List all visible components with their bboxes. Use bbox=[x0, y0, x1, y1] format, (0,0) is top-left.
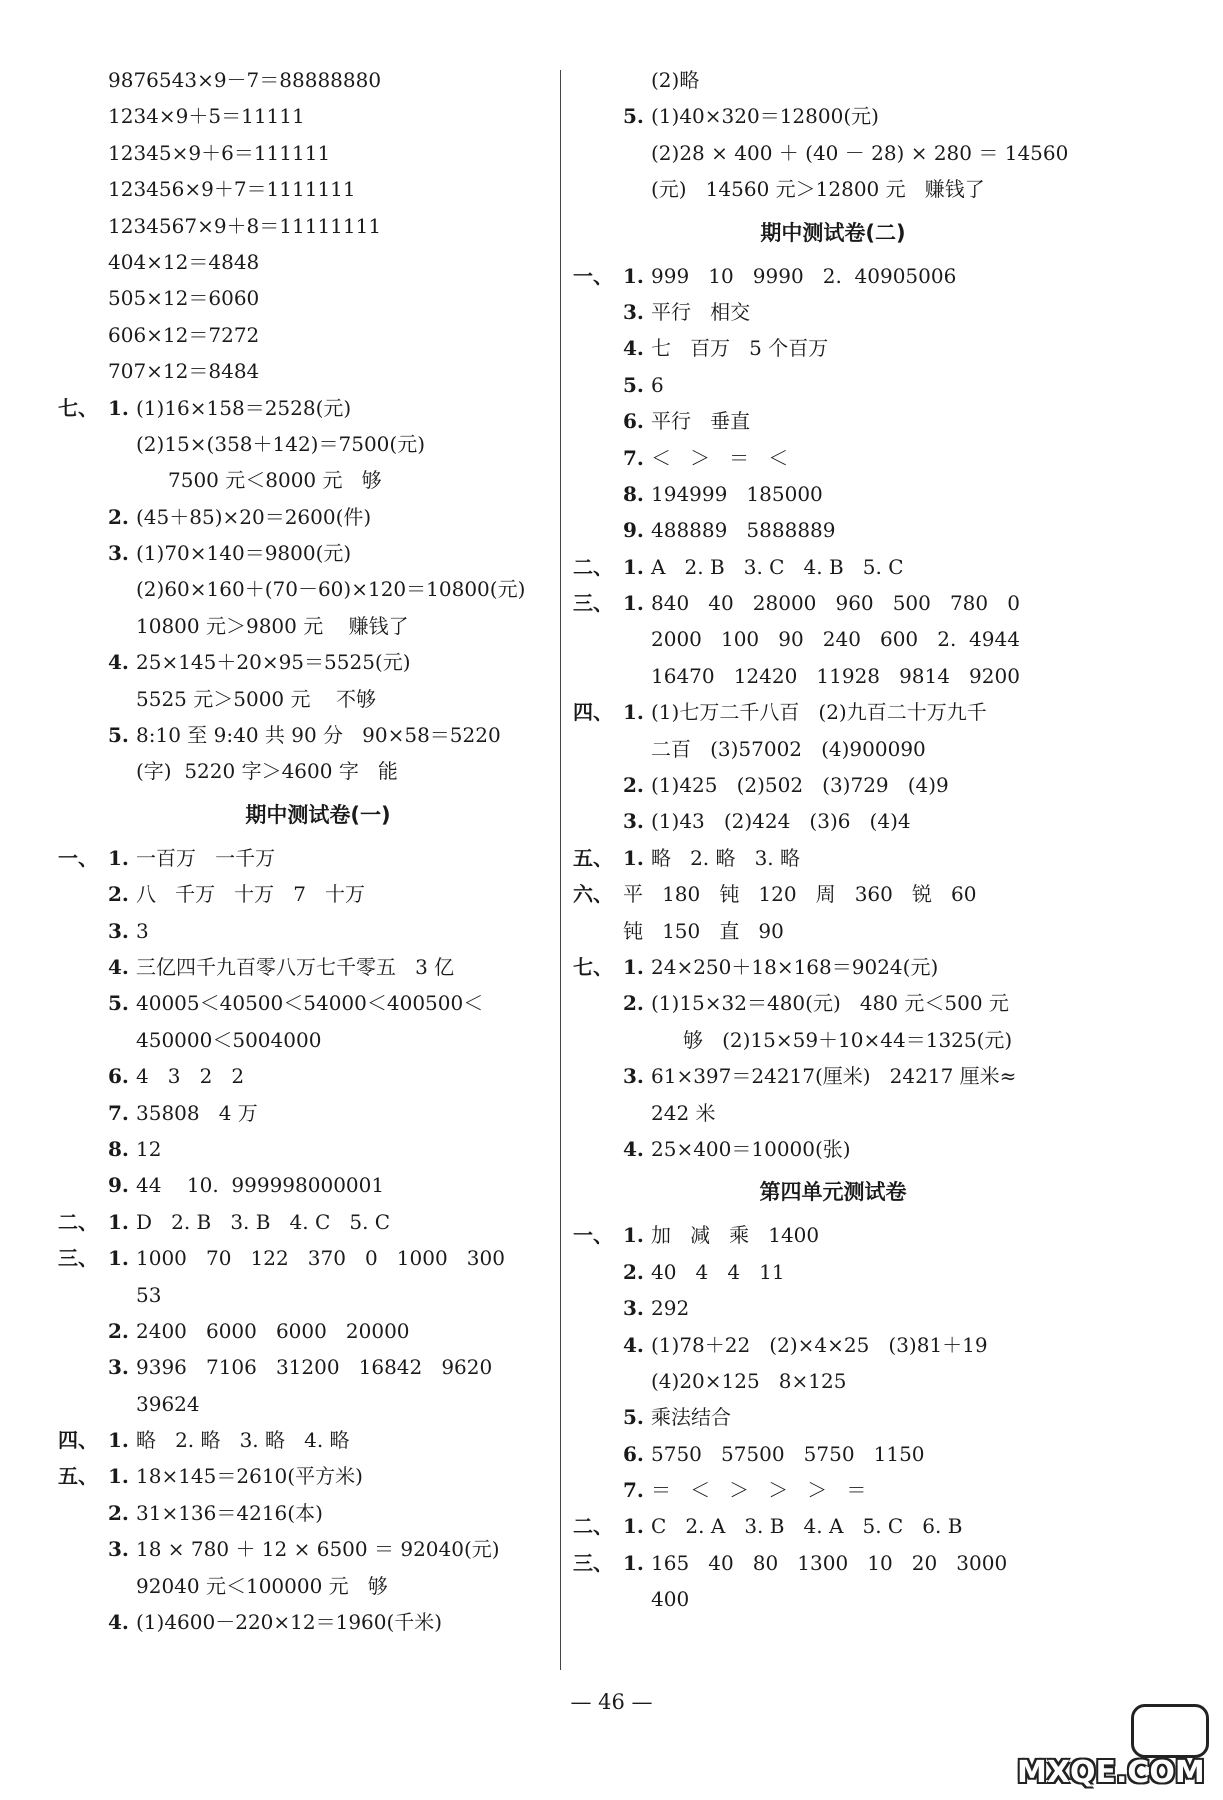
answer-text: 6 bbox=[651, 372, 664, 397]
answer-line bbox=[58, 1313, 578, 1349]
right-column bbox=[573, 62, 1093, 1618]
question-number: 1. bbox=[623, 591, 644, 616]
question-number: 8. bbox=[108, 1136, 129, 1161]
section-label: 七、 bbox=[573, 954, 613, 979]
answer-text: 18 × 780 ＋ 12 × 6500 ＝ 92040(元) bbox=[136, 1537, 500, 1562]
section-label: 七、 bbox=[58, 395, 98, 420]
question-number: 1. bbox=[108, 1246, 129, 1271]
answer-text: 乘法结合 bbox=[651, 1405, 731, 1430]
answer-text: 24×250＋18×168＝9024(元) bbox=[651, 954, 939, 979]
answer-text: 606×12＝7272 bbox=[108, 322, 260, 347]
answer-text: ＜ ＞ ＝ ＜ bbox=[651, 445, 789, 470]
answer-line bbox=[58, 171, 578, 207]
answer-text: 10800 元＞9800 元 赚钱了 bbox=[136, 613, 409, 638]
answer-text: (4)20×125 8×125 bbox=[651, 1368, 847, 1393]
answer-line bbox=[58, 353, 578, 389]
question-number: 3. bbox=[108, 541, 129, 566]
answer-text: 2000 100 90 240 600 2. 4944 bbox=[651, 627, 1020, 652]
answer-text: 450000＜5004000 bbox=[136, 1027, 322, 1052]
section-label: 四、 bbox=[58, 1428, 98, 1453]
question-number: 4. bbox=[108, 1610, 129, 1635]
section-label: 一、 bbox=[573, 1223, 613, 1248]
question-number: 1. bbox=[108, 845, 129, 870]
answer-text: (元) 14560 元＞12800 元 赚钱了 bbox=[651, 177, 985, 202]
answer-text: C 2. A 3. B 4. A 5. C 6. B bbox=[651, 1514, 963, 1539]
question-number: 7. bbox=[623, 1478, 644, 1503]
section-label: 二、 bbox=[58, 1209, 98, 1234]
answer-text: 92040 元＜100000 元 够 bbox=[136, 1573, 388, 1598]
answer-line bbox=[573, 1581, 1093, 1617]
page-number: — 46 — bbox=[570, 1690, 653, 1714]
answer-line bbox=[573, 135, 1093, 171]
answer-text: 8:10 至 9:40 共 90 分 90×58＝5220 bbox=[136, 723, 501, 748]
answer-text: (2)60×160＋(70－60)×120＝10800(元) bbox=[136, 577, 526, 602]
question-number: 7. bbox=[623, 445, 644, 470]
answer-line bbox=[573, 171, 1093, 207]
answer-line bbox=[58, 1604, 578, 1640]
answer-text: 平行 相交 bbox=[651, 299, 751, 324]
answer-text: (2)28 × 400 ＋ (40 － 28) × 280 ＝ 14560 bbox=[651, 140, 1069, 165]
answer-text: 钝 150 直 90 bbox=[623, 918, 784, 943]
answer-text: ＝ ＜ ＞ ＞ ＞ ＝ bbox=[651, 1478, 867, 1503]
answer-text: 9396 7106 31200 16842 9620 bbox=[136, 1355, 493, 1380]
answer-text: 165 40 80 1300 10 20 3000 bbox=[651, 1550, 1008, 1575]
answer-text: (1)43 (2)424 (3)6 (4)4 bbox=[651, 809, 911, 834]
answer-text: (45＋85)×20＝2600(件) bbox=[136, 504, 372, 529]
answer-text: 12345×9＋6＝111111 bbox=[108, 140, 331, 165]
answer-text: (1)425 (2)502 (3)729 (4)9 bbox=[651, 773, 949, 798]
answer-text: 二百 (3)57002 (4)900090 bbox=[651, 736, 926, 761]
question-number: 3. bbox=[108, 918, 129, 943]
question-number: 3. bbox=[108, 1355, 129, 1380]
question-number: 9. bbox=[623, 518, 644, 543]
answer-line bbox=[58, 98, 578, 134]
answer-line bbox=[573, 367, 1093, 403]
question-number: 3. bbox=[108, 1537, 129, 1562]
section-label: 四、 bbox=[573, 700, 613, 725]
answer-line bbox=[573, 1545, 1093, 1581]
answer-line bbox=[573, 62, 1093, 98]
answer-text: 242 米 bbox=[651, 1100, 716, 1125]
answer-line bbox=[58, 717, 578, 753]
answer-line bbox=[58, 571, 578, 607]
answer-line bbox=[573, 658, 1093, 694]
answer-line bbox=[58, 208, 578, 244]
question-number: 2. bbox=[623, 1259, 644, 1284]
section-label: 三、 bbox=[573, 1550, 613, 1575]
answer-line bbox=[58, 1531, 578, 1567]
answer-line bbox=[573, 585, 1093, 621]
answer-line bbox=[573, 1131, 1093, 1167]
answer-text: 840 40 28000 960 500 780 0 bbox=[651, 591, 1020, 616]
answer-text: 一百万 一千万 bbox=[136, 845, 276, 870]
section-label: 一、 bbox=[58, 845, 98, 870]
answer-line bbox=[58, 681, 578, 717]
section-label: 二、 bbox=[573, 1514, 613, 1539]
answer-text: 1000 70 122 370 0 1000 300 bbox=[136, 1246, 505, 1271]
question-number: 1. bbox=[108, 1428, 129, 1453]
question-number: 5. bbox=[108, 991, 129, 1016]
answer-text: D 2. B 3. B 4. C 5. C bbox=[136, 1209, 391, 1234]
left-column bbox=[58, 62, 578, 1640]
question-number: 2. bbox=[108, 1500, 129, 1525]
answer-line bbox=[58, 1131, 578, 1167]
answer-text: 999 10 9990 2. 40905006 bbox=[651, 263, 957, 288]
answer-text: 18×145＝2610(平方米) bbox=[136, 1464, 363, 1489]
question-number: 1. bbox=[623, 954, 644, 979]
question-number: 3. bbox=[623, 1064, 644, 1089]
answer-text: (1)4600－220×12＝1960(千米) bbox=[136, 1610, 443, 1635]
answer-line bbox=[58, 753, 578, 789]
answer-line bbox=[573, 1095, 1093, 1131]
answer-line bbox=[573, 1290, 1093, 1326]
section-heading: 期中测试卷(二) bbox=[760, 220, 906, 245]
answer-line bbox=[573, 840, 1093, 876]
answer-line bbox=[573, 403, 1093, 439]
question-number: 2. bbox=[623, 773, 644, 798]
answer-text: 35808 4 万 bbox=[136, 1100, 258, 1125]
answer-text: 40005＜40500＜54000＜400500＜ bbox=[136, 991, 484, 1016]
answer-text: 400 bbox=[651, 1587, 690, 1612]
answer-line bbox=[58, 1458, 578, 1494]
answer-line bbox=[58, 644, 578, 680]
answer-text: 61×397＝24217(厘米) 24217 厘米≈ bbox=[651, 1064, 1017, 1089]
answer-line bbox=[573, 1363, 1093, 1399]
answer-line bbox=[58, 535, 578, 571]
watermark-logo bbox=[1013, 1700, 1213, 1792]
answer-line bbox=[58, 1422, 578, 1458]
answer-text: 三亿四千九百零八万七千零五 3 亿 bbox=[136, 954, 455, 979]
answer-line bbox=[573, 549, 1093, 585]
answer-line bbox=[58, 1349, 578, 1385]
answer-text: 404×12＝4848 bbox=[108, 249, 260, 274]
answer-text: 25×145＋20×95＝5525(元) bbox=[136, 650, 411, 675]
question-number: 1. bbox=[623, 1550, 644, 1575]
answer-text: (1)78＋22 (2)×4×25 (3)81＋19 bbox=[651, 1332, 988, 1357]
answer-line bbox=[58, 840, 578, 876]
answer-text: 292 bbox=[651, 1296, 690, 1321]
answer-line bbox=[58, 913, 578, 949]
section-heading: 第四单元测试卷 bbox=[759, 1180, 907, 1205]
answer-line bbox=[58, 462, 578, 498]
question-number: 6. bbox=[623, 1441, 644, 1466]
answer-text: 123456×9＋7＝1111111 bbox=[108, 177, 356, 202]
answer-text: 12 bbox=[136, 1136, 162, 1161]
column-divider bbox=[560, 70, 561, 1670]
question-number: 3. bbox=[623, 299, 644, 324]
question-number: 1. bbox=[623, 1514, 644, 1539]
answer-text: 194999 185000 bbox=[651, 481, 823, 506]
answer-text: 505×12＝6060 bbox=[108, 286, 260, 311]
section-label: 五、 bbox=[58, 1464, 98, 1489]
answer-line bbox=[573, 1058, 1093, 1094]
answer-text: 够 (2)15×59＋10×44＝1325(元) bbox=[683, 1027, 1013, 1052]
answer-text: (1)70×140＝9800(元) bbox=[136, 541, 352, 566]
question-number: 2. bbox=[623, 991, 644, 1016]
question-number: 1. bbox=[623, 1223, 644, 1248]
answer-line bbox=[573, 258, 1093, 294]
question-number: 9. bbox=[108, 1173, 129, 1198]
question-number: 1. bbox=[623, 263, 644, 288]
answer-text: 1234567×9＋8＝11111111 bbox=[108, 213, 382, 238]
answer-line bbox=[573, 1254, 1093, 1290]
answer-line bbox=[58, 608, 578, 644]
answer-text: 平 180 钝 120 周 360 锐 60 bbox=[623, 882, 977, 907]
answer-line bbox=[573, 731, 1093, 767]
question-number: 1. bbox=[108, 395, 129, 420]
answer-text: 八 千万 十万 7 十万 bbox=[136, 882, 366, 907]
watermark-text: MXQE.COM bbox=[1017, 1755, 1205, 1790]
answer-text: (1)40×320＝12800(元) bbox=[651, 104, 879, 129]
answer-text: (1)七万二千八百 (2)九百二十万九千 bbox=[651, 700, 987, 725]
answer-line bbox=[573, 913, 1093, 949]
answer-line bbox=[58, 1022, 578, 1058]
answer-text: (2)略 bbox=[651, 68, 700, 92]
answer-text: 略 2. 略 3. 略 4. 略 bbox=[136, 1428, 350, 1453]
section-heading: 期中测试卷(一) bbox=[245, 802, 391, 827]
answer-text: 53 bbox=[136, 1282, 162, 1307]
answer-line bbox=[58, 876, 578, 912]
answer-line bbox=[573, 1022, 1093, 1058]
question-number: 2. bbox=[108, 504, 129, 529]
question-number: 2. bbox=[108, 1318, 129, 1343]
answer-line bbox=[58, 280, 578, 316]
section-label: 三、 bbox=[58, 1246, 98, 1271]
question-number: 5. bbox=[108, 723, 129, 748]
answer-text: 1234×9＋5＝11111 bbox=[108, 104, 305, 129]
watermark-badge-icon bbox=[1131, 1704, 1209, 1758]
answer-line bbox=[573, 803, 1093, 839]
answer-line bbox=[58, 1095, 578, 1131]
answer-line bbox=[58, 985, 578, 1021]
answer-line bbox=[573, 949, 1093, 985]
answer-text: (2)15×(358＋142)＝7500(元) bbox=[136, 431, 425, 456]
answer-line bbox=[573, 1472, 1093, 1508]
answer-line bbox=[573, 767, 1093, 803]
question-number: 1. bbox=[108, 1209, 129, 1234]
answer-line bbox=[573, 330, 1093, 366]
answer-line bbox=[58, 1167, 578, 1203]
answer-text: 平行 垂直 bbox=[651, 409, 751, 434]
answer-text: 7500 元＜8000 元 够 bbox=[168, 468, 382, 493]
question-number: 1. bbox=[623, 554, 644, 579]
answer-text: 七 百万 5 个百万 bbox=[651, 336, 829, 361]
answer-line bbox=[58, 426, 578, 462]
answer-line bbox=[58, 499, 578, 535]
question-number: 4. bbox=[108, 650, 129, 675]
answer-text: 40 4 4 11 bbox=[651, 1259, 785, 1284]
answer-text: 25×400＝10000(张) bbox=[651, 1136, 851, 1161]
answer-line bbox=[573, 1399, 1093, 1435]
answer-text: (1)15×32＝480(元) 480 元＜500 元 bbox=[651, 991, 1009, 1016]
section-label: 六、 bbox=[573, 882, 613, 907]
answer-line bbox=[573, 1217, 1093, 1253]
answer-line bbox=[573, 1508, 1093, 1544]
answer-text: A 2. B 3. C 4. B 5. C bbox=[651, 554, 904, 579]
question-number: 5. bbox=[623, 1405, 644, 1430]
answer-text: 39624 bbox=[136, 1391, 200, 1416]
question-number: 6. bbox=[623, 409, 644, 434]
answer-text: 16470 12420 11928 9814 9200 bbox=[651, 663, 1020, 688]
question-number: 3. bbox=[623, 809, 644, 834]
answer-text: 2400 6000 6000 20000 bbox=[136, 1318, 410, 1343]
answer-line bbox=[58, 949, 578, 985]
answer-line bbox=[58, 1240, 578, 1276]
question-number: 2. bbox=[108, 882, 129, 907]
answer-text: 9876543×9－7＝88888880 bbox=[108, 68, 382, 92]
question-number: 1. bbox=[623, 700, 644, 725]
question-number: 7. bbox=[108, 1100, 129, 1125]
answer-text: 略 2. 略 3. 略 bbox=[651, 845, 801, 870]
answer-line bbox=[58, 1277, 578, 1313]
answer-text: 3 bbox=[136, 918, 149, 943]
answer-line bbox=[573, 694, 1093, 730]
answer-text: 5525 元＞5000 元 不够 bbox=[136, 686, 376, 711]
answer-line bbox=[573, 512, 1093, 548]
question-number: 4. bbox=[623, 336, 644, 361]
answer-line bbox=[58, 62, 578, 98]
question-number: 4. bbox=[623, 1136, 644, 1161]
answer-line bbox=[573, 440, 1093, 476]
question-number: 6. bbox=[108, 1064, 129, 1089]
answer-text: 707×12＝8484 bbox=[108, 359, 260, 384]
answer-text: 44 10. 999998000001 bbox=[136, 1173, 385, 1198]
section-label: 三、 bbox=[573, 591, 613, 616]
question-number: 4. bbox=[623, 1332, 644, 1357]
answer-line bbox=[573, 1436, 1093, 1472]
answer-line bbox=[58, 1568, 578, 1604]
answer-text: 5750 57500 5750 1150 bbox=[651, 1441, 925, 1466]
answer-line bbox=[58, 1204, 578, 1240]
answer-text: 加 减 乘 1400 bbox=[651, 1223, 820, 1248]
question-number: 4. bbox=[108, 954, 129, 979]
answer-line bbox=[58, 135, 578, 171]
section-label: 一、 bbox=[573, 263, 613, 288]
question-number: 1. bbox=[623, 845, 644, 870]
answer-text: 4 3 2 2 bbox=[136, 1064, 245, 1089]
answer-line bbox=[573, 876, 1093, 912]
question-number: 3. bbox=[623, 1296, 644, 1321]
section-label: 五、 bbox=[573, 845, 613, 870]
answer-line bbox=[58, 1495, 578, 1531]
question-number: 5. bbox=[623, 372, 644, 397]
question-number: 1. bbox=[108, 1464, 129, 1489]
answer-text: 31×136＝4216(本) bbox=[136, 1500, 323, 1525]
answer-text: 488889 5888889 bbox=[651, 518, 836, 543]
answer-line bbox=[573, 98, 1093, 134]
answer-text: (1)16×158＝2528(元) bbox=[136, 395, 352, 420]
section-label: 二、 bbox=[573, 554, 613, 579]
answer-line bbox=[573, 985, 1093, 1021]
answer-line bbox=[58, 1386, 578, 1422]
answer-line bbox=[573, 294, 1093, 330]
answer-line bbox=[573, 621, 1093, 657]
answer-line bbox=[58, 244, 578, 280]
answer-line bbox=[573, 476, 1093, 512]
answer-line bbox=[58, 390, 578, 426]
answer-line bbox=[58, 317, 578, 353]
question-number: 5. bbox=[623, 104, 644, 129]
question-number: 8. bbox=[623, 481, 644, 506]
answer-line bbox=[58, 1058, 578, 1094]
answer-line bbox=[573, 1327, 1093, 1363]
answer-text: (字) 5220 字＞4600 字 能 bbox=[136, 759, 398, 784]
